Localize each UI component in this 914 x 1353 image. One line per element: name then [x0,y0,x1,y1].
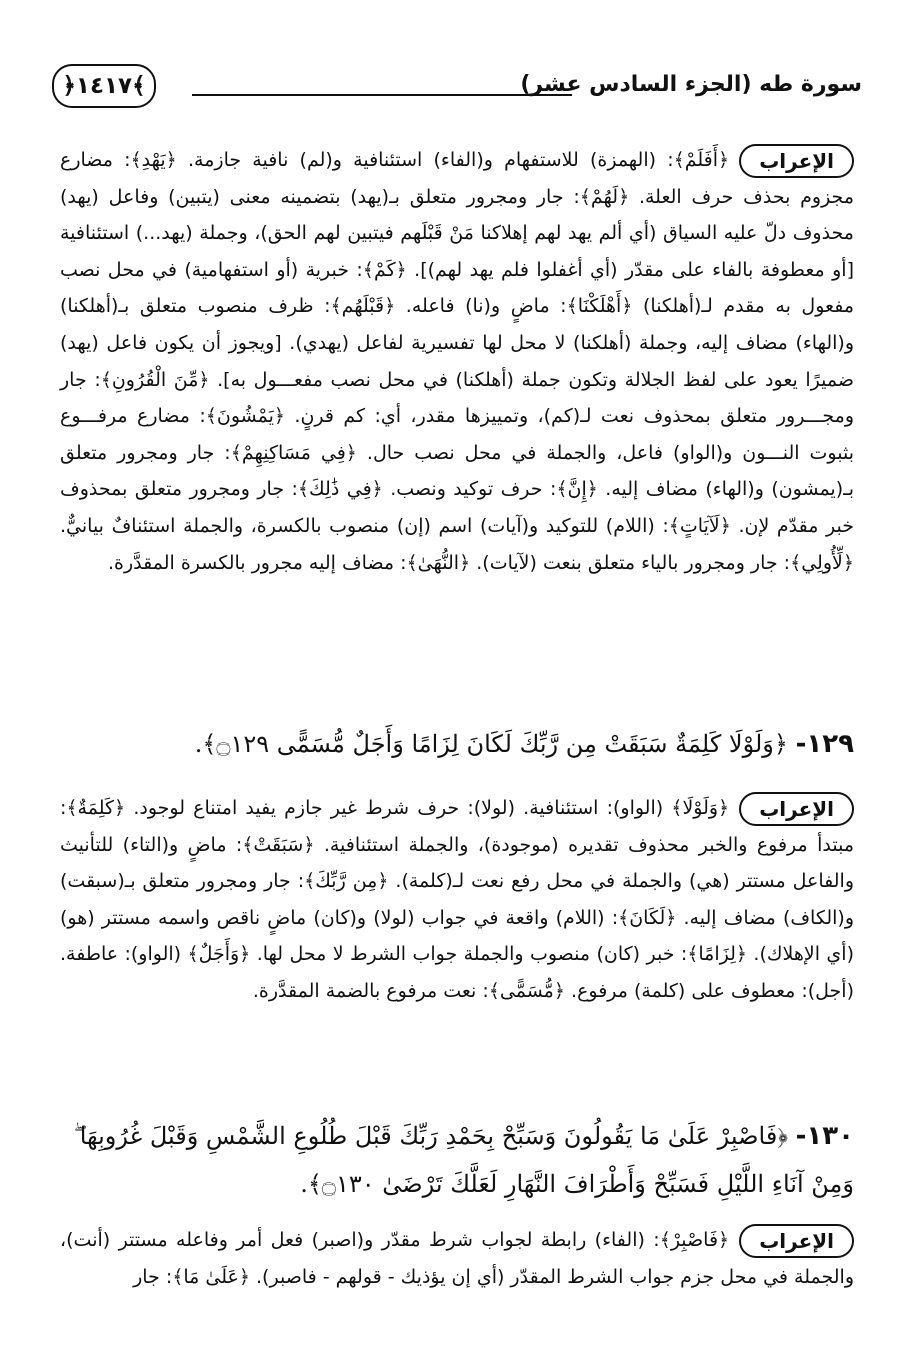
irab-text: ﴿وَلَوْلَا﴾ (الواو): استئنافية. (لولا): حرف شرط غير جازم يفيد امتناع لوجود. ﴿كَلِمَةٌ﴾: مبتدأ مرفوع والخبر محذوف تقديره (موجودة)، والجملة استئنافية. ﴿سَبَقَتْ﴾: ماضٍ و(التاء) للتأنيث والفاعل مستتر (هي) والجملة في محل رفع نعت لـ(كلمة). ﴿مِن رَّبِّكَ﴾: جار ومجرور متعلق بـ(سبقت) و(الكاف) مضاف إليه. ﴿لَكَانَ﴾: (اللام) واقعة في جواب (لولا) و(كان) ماضٍ ناقص واسمه مستتر (هو) (أي الإهلاك). ﴿لِزَامًا﴾: خبر (كان) منصوب والجملة جواب الشرط لا محل لها. ﴿وَأَجَلٌ﴾ (الواو): عاطفة. (أجل): معطوف على (كلمة) مرفوع. ﴿مُّسَمًّى﴾: نعت مرفوع بالضمة المقدَّرة. [60,797,854,1002]
verse-paragraph [60,1112,854,1208]
irab-paragraph [60,1222,854,1295]
verse-130 [60,1112,854,1208]
verse-number: ١٣٠- [795,1121,854,1151]
header-title: سورة طه (الجزء السادس عشر) [520,72,862,97]
verse-text: ﴿فَاصْبِرْ عَلَىٰ مَا يَقُولُونَ وَسَبِّحْ بِحَمْدِ رَبِّكَ قَبْلَ طُلُوعِ الشَّمْسِ وَقَبْلَ غُرُوبِهَا ۖ وَمِنْ آنَاءِ اللَّيْلِ فَسَبِّحْ وَأَطْرَافَ النَّهَارِ لَعَلَّكَ تَرْضَىٰ ۝١٣٠﴾. [73,1122,854,1198]
irab-text: ﴿فَاصْبِرْ﴾: (الفاء) رابطة لجواب شرط مقدّر و(اصبر) فعل أمر وفاعله مستتر (أنت)، والجملة في محل جزم جواب الشرط المقدّر (أي إن يؤذيك - قولهم - فاصبر). ﴿عَلَىٰ مَا﴾: جار [60,1229,854,1288]
irab-paragraph [60,790,854,1010]
irab-badge: الإعراب [739,792,854,826]
irab-section-1 [60,142,854,581]
verse-paragraph [60,720,854,768]
irab-section-2 [60,790,854,1010]
verse-129 [60,720,854,768]
irab-section-3 [60,1222,854,1295]
irab-text: ﴿أَفَلَمْ﴾: (الهمزة) للاستفهام و(الفاء) استئنافية و(لم) نافية جازمة. ﴿يَهْدِ﴾: مضارع مجزوم بحذف حرف العلة. ﴿لَهُمْ﴾: جار ومجرور متعلق بـ(يهد) بتضمينه معنى (يتبين) وفاعل (يهد) محذوف دلّ عليه السياق (أي ألم يهد لهم إهلاكنا مَنْ قَبْلَهم فيتبين لهم الحق)، وجملة (يهد...) استئنافية [أو معطوفة بالفاء على مقدّر (أي أغفلوا فلم يهد لهم)]. ﴿كَمْ﴾: خبرية (أو استفهامية) في محل نصب مفعول به مقدم لـ(أهلكنا) ﴿أَهْلَكْنَا﴾: ماضٍ و(نا) فاعله. ﴿قَبْلَهُم﴾: ظرف منصوب متعلق بـ(أهلكنا) و(الهاء) مضاف إليه، وجملة (أهلكنا) لا محل لها تفسيرية لفاعل (يهدي). [ويجوز أن يكون فاعل (يهد) ضميرًا يعود على لفظ الجلالة وتكون جملة (أهلكنا) في محل نصب مفعـــول به]. ﴿مِّنَ الْقُرُونِ﴾: جار ومجـــرور متعلق بمحذوف نعت لـ(كم)، وتمييزها مقدر، أي: كم قرنٍ. ﴿يَمْشُونَ﴾: مضارع مرفـــوع بثبوت النـــون و(الواو) فاعل، والجملة في محل نصب حال. ﴿فِي مَسَاكِنِهِمْ﴾: جار ومجرور متعلق بـ(يمشون) و(الهاء) مضاف إليه. ﴿إِنَّ﴾: حرف توكيد ونصب. ﴿فِي ذَٰلِكَ﴾: جار ومجرور متعلق بمحذوف خبر مقدّم لإن. ﴿لَآيَاتٍ﴾: (اللام) للتوكيد و(آيات) اسم (إن) منصوب بالكسرة، والجملة استئنافٌ بيانيٌّ. ﴿لِّأُولِي﴾: جار ومجرور بالياء متعلق بنعت (لآيات). ﴿النُّهَىٰ﴾: مضاف إليه مجرور بالكسرة المقدَّرة. [60,149,854,574]
verse-text: ﴿وَلَوْلَا كَلِمَةٌ سَبَقَتْ مِن رَّبِّكَ لَكَانَ لِزَامًا وَأَجَلٌ مُّسَمًّى ۝١٢٩﴾. [194,730,788,758]
irab-badge: الإعراب [739,144,854,178]
header-rule [192,94,572,96]
page-header [52,58,862,118]
irab-badge: الإعراب [739,1224,854,1258]
verse-number: ١٢٩- [795,729,854,759]
irab-paragraph [60,142,854,581]
page-number: ﴿١٤١٧﴾ [52,64,156,108]
